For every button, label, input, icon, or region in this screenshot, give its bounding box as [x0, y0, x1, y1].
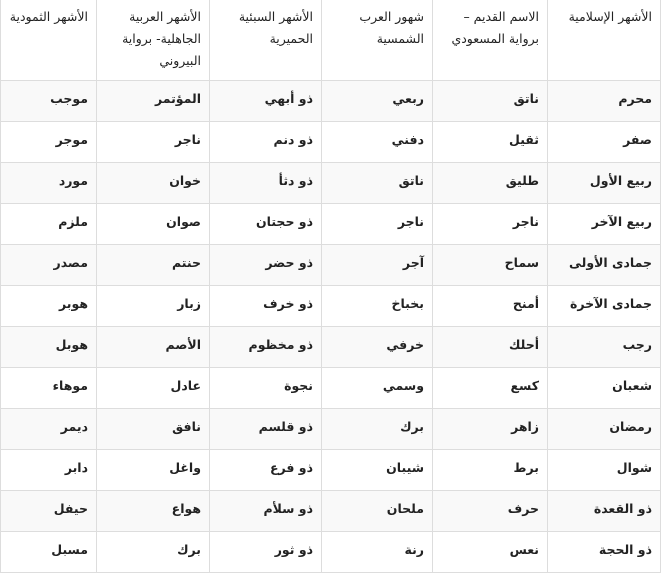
cell-sabaean-month: ذو دثأ: [210, 163, 322, 204]
header-islamic-months: الأشهر الإسلامية: [548, 0, 661, 81]
header-pre-islamic-biruni: الأشهر العربية الجاهلية- برواية البيروني: [97, 0, 210, 81]
cell-sabaean-month: ذو سلأم: [210, 491, 322, 532]
cell-old-name: سماح: [433, 245, 548, 286]
cell-islamic-month: جمادى الأولى: [548, 245, 661, 286]
cell-sabaean-month: ذو مخظوم: [210, 327, 322, 368]
cell-pre-islamic-month: خوان: [97, 163, 210, 204]
cell-old-name: أمنح: [433, 286, 548, 327]
table-body: [1, 81, 661, 573]
cell-islamic-month: ربيع الأول: [548, 163, 661, 204]
cell-sabaean-month: ذو ثور: [210, 532, 322, 573]
cell-old-name: ناتق: [433, 81, 548, 122]
cell-islamic-month: رجب: [548, 327, 661, 368]
cell-pre-islamic-month: واغل: [97, 450, 210, 491]
cell-sabaean-month: ذو فرع: [210, 450, 322, 491]
table-row: [1, 245, 661, 286]
cell-old-name: برط: [433, 450, 548, 491]
cell-pre-islamic-month: حنتم: [97, 245, 210, 286]
cell-pre-islamic-month: زبار: [97, 286, 210, 327]
cell-solar-month: ناتق: [322, 163, 433, 204]
cell-pre-islamic-month: نافق: [97, 409, 210, 450]
cell-islamic-month: رمضان: [548, 409, 661, 450]
cell-sabaean-month: نجوة: [210, 368, 322, 409]
cell-thamudic-month: مصدر: [1, 245, 97, 286]
cell-solar-month: آجر: [322, 245, 433, 286]
cell-thamudic-month: ديمر: [1, 409, 97, 450]
cell-sabaean-month: ذو قلسم: [210, 409, 322, 450]
cell-islamic-month: صفر: [548, 122, 661, 163]
cell-thamudic-month: مورد: [1, 163, 97, 204]
header-row: [1, 0, 661, 81]
cell-islamic-month: محرم: [548, 81, 661, 122]
cell-pre-islamic-month: ناجر: [97, 122, 210, 163]
cell-sabaean-month: ذو حضر: [210, 245, 322, 286]
cell-pre-islamic-month: الأصم: [97, 327, 210, 368]
cell-thamudic-month: ملزم: [1, 204, 97, 245]
cell-thamudic-month: موجب: [1, 81, 97, 122]
cell-islamic-month: ربيع الآخر: [548, 204, 661, 245]
cell-islamic-month: ذو القعدة: [548, 491, 661, 532]
cell-solar-month: شيبان: [322, 450, 433, 491]
cell-islamic-month: ذو الحجة: [548, 532, 661, 573]
cell-sabaean-month: ذو خرف: [210, 286, 322, 327]
table-header: [1, 0, 661, 81]
table-row: [1, 368, 661, 409]
cell-pre-islamic-month: عادل: [97, 368, 210, 409]
cell-solar-month: بخباخ: [322, 286, 433, 327]
cell-thamudic-month: دابر: [1, 450, 97, 491]
table-row: [1, 81, 661, 122]
cell-solar-month: رنة: [322, 532, 433, 573]
cell-old-name: طليق: [433, 163, 548, 204]
header-arab-solar-months: شهور العرب الشمسية: [322, 0, 433, 81]
cell-solar-month: ناجر: [322, 204, 433, 245]
cell-solar-month: خرفي: [322, 327, 433, 368]
cell-solar-month: وسمي: [322, 368, 433, 409]
table-row: [1, 122, 661, 163]
cell-pre-islamic-month: صوان: [97, 204, 210, 245]
cell-old-name: ثقيل: [433, 122, 548, 163]
cell-sabaean-month: ذو أبهي: [210, 81, 322, 122]
cell-islamic-month: شوال: [548, 450, 661, 491]
cell-solar-month: دفني: [322, 122, 433, 163]
cell-thamudic-month: حيفل: [1, 491, 97, 532]
cell-thamudic-month: مسبل: [1, 532, 97, 573]
cell-old-name: أحلك: [433, 327, 548, 368]
header-old-name-masudi: الاسم القديم – برواية المسعودي: [433, 0, 548, 81]
table-row: [1, 532, 661, 573]
cell-thamudic-month: هوبر: [1, 286, 97, 327]
cell-thamudic-month: موهاء: [1, 368, 97, 409]
cell-pre-islamic-month: برك: [97, 532, 210, 573]
cell-pre-islamic-month: المؤتمر: [97, 81, 210, 122]
table-row: [1, 204, 661, 245]
cell-islamic-month: شعبان: [548, 368, 661, 409]
cell-sabaean-month: ذو دنم: [210, 122, 322, 163]
table-row: [1, 450, 661, 491]
cell-pre-islamic-month: هواع: [97, 491, 210, 532]
header-sabaean-himyarite-months: الأشهر السبئية الحميرية: [210, 0, 322, 81]
table-row: [1, 286, 661, 327]
cell-solar-month: ملحان: [322, 491, 433, 532]
table-row: [1, 409, 661, 450]
cell-old-name: كسع: [433, 368, 548, 409]
table-row: [1, 163, 661, 204]
cell-sabaean-month: ذو حجتان: [210, 204, 322, 245]
cell-thamudic-month: موجر: [1, 122, 97, 163]
table-row: [1, 327, 661, 368]
cell-islamic-month: جمادى الآخرة: [548, 286, 661, 327]
cell-solar-month: ربعي: [322, 81, 433, 122]
table-row: [1, 491, 661, 532]
cell-solar-month: برك: [322, 409, 433, 450]
cell-old-name: نعس: [433, 532, 548, 573]
header-thamudic-months: الأشهر الثمودية: [1, 0, 97, 81]
cell-old-name: ناجر: [433, 204, 548, 245]
cell-old-name: زاهر: [433, 409, 548, 450]
cell-thamudic-month: هوبل: [1, 327, 97, 368]
cell-old-name: حرف: [433, 491, 548, 532]
